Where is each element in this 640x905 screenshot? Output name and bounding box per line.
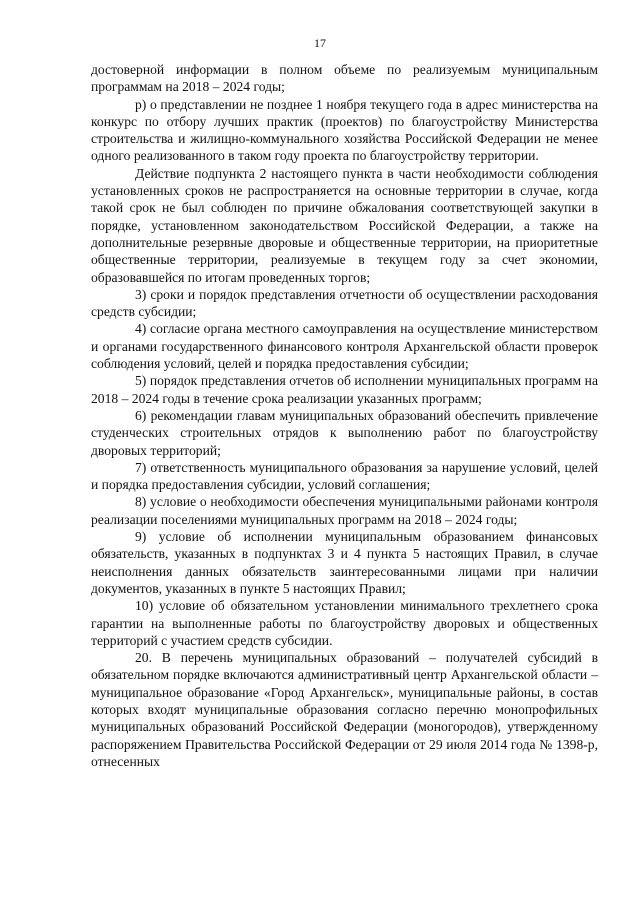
paragraph-subpoint-2-note: Действие подпункта 2 настоящего пункта в части необходимости соблюдения установленных сроков не распространяется на основные территории в случае, когда такой срок не был соблюден по причине обжалования соответствующей закупки в порядке, установленном законодательством Российской Федерации, а также на дополнительные резервные дворовые и общественные территории, на приоритетные общественные территории, реализуемые в текущем году за счет экономии, образовавшейся по итогам проведенных торгов;	[91, 165, 598, 285]
document-body	[91, 61, 598, 770]
paragraph-item-3: 3) сроки и порядок представления отчетности об осуществлении расходования средств субсидии;	[91, 286, 598, 320]
paragraph-item-10: 10) условие об обязательном установлении минимального трехлетнего срока гарантии на выполненные работы по благоустройству дворовых и общественных территорий с участием средств субсидии.	[91, 598, 598, 648]
paragraph-item-8: 8) условие о необходимости обеспечения муниципальными районами контроля реализации поселениями муниципальных программ на 2018 – 2024 годы;	[91, 494, 598, 527]
paragraph-item-9: 9) условие об исполнении муниципальным образованием финансовых обязательств, указанных в подпунктах 3 и 4 пункта 5 настоящих Правил, в случае неисполнения данных обязательств заинтересованными лицами при наличии документов, указанных в пункте 5 настоящих Правил;	[91, 529, 598, 596]
paragraph-item-7: 7) ответственность муниципального образования за нарушение условий, целей и порядка предоставления субсидии, условий соглашения;	[91, 459, 598, 493]
paragraph-item-6: 6) рекомендации главам муниципальных образований обеспечить привлечение студенческих строительных отрядов к выполнению работ по благоустройству дворовых территорий;	[91, 407, 598, 458]
paragraph-item-4: 4) согласие органа местного самоуправления на осуществление министерством и органами государственного финансового контроля Архангельской области проверок соблюдения условий, целей и порядка предоставления субсидии;	[91, 321, 598, 372]
paragraph-continuation: достоверной информации в полном объеме по реализуемым муниципальным программам на 2018 – 2024 годы;	[91, 62, 598, 95]
paragraph-item-5: 5) порядок представления отчетов об исполнении муниципальных программ на 2018 – 2024 годы в течение срока реализации указанных программ;	[91, 373, 598, 406]
page-number: 17	[314, 36, 326, 50]
paragraph-item-r: р) о представлении не позднее 1 ноября текущего года в адрес министерства на конкурс по отбору лучших практик (проектов) по благоустройству Министерства строительства и жилищно-коммунального хозяйства Российской Федерации не менее одного реализованного в таком году проекта по благоустройству территории.	[91, 96, 598, 164]
paragraph-point-20: 20. В перечень муниципальных образований – получателей субсидий в обязательном порядке включаются административный центр Архангельской области – муниципальное образование «Город Архангельск», муниципальные районы, в состав которых входят муниципальные образования согласно перечню монопрофильных муниципальных образований Российской Федерации (моногородов), утвержденному распоряжением Правительства Российской Федерации от 29 июля 2014 года № 1398-р, отнесенных	[91, 650, 598, 769]
